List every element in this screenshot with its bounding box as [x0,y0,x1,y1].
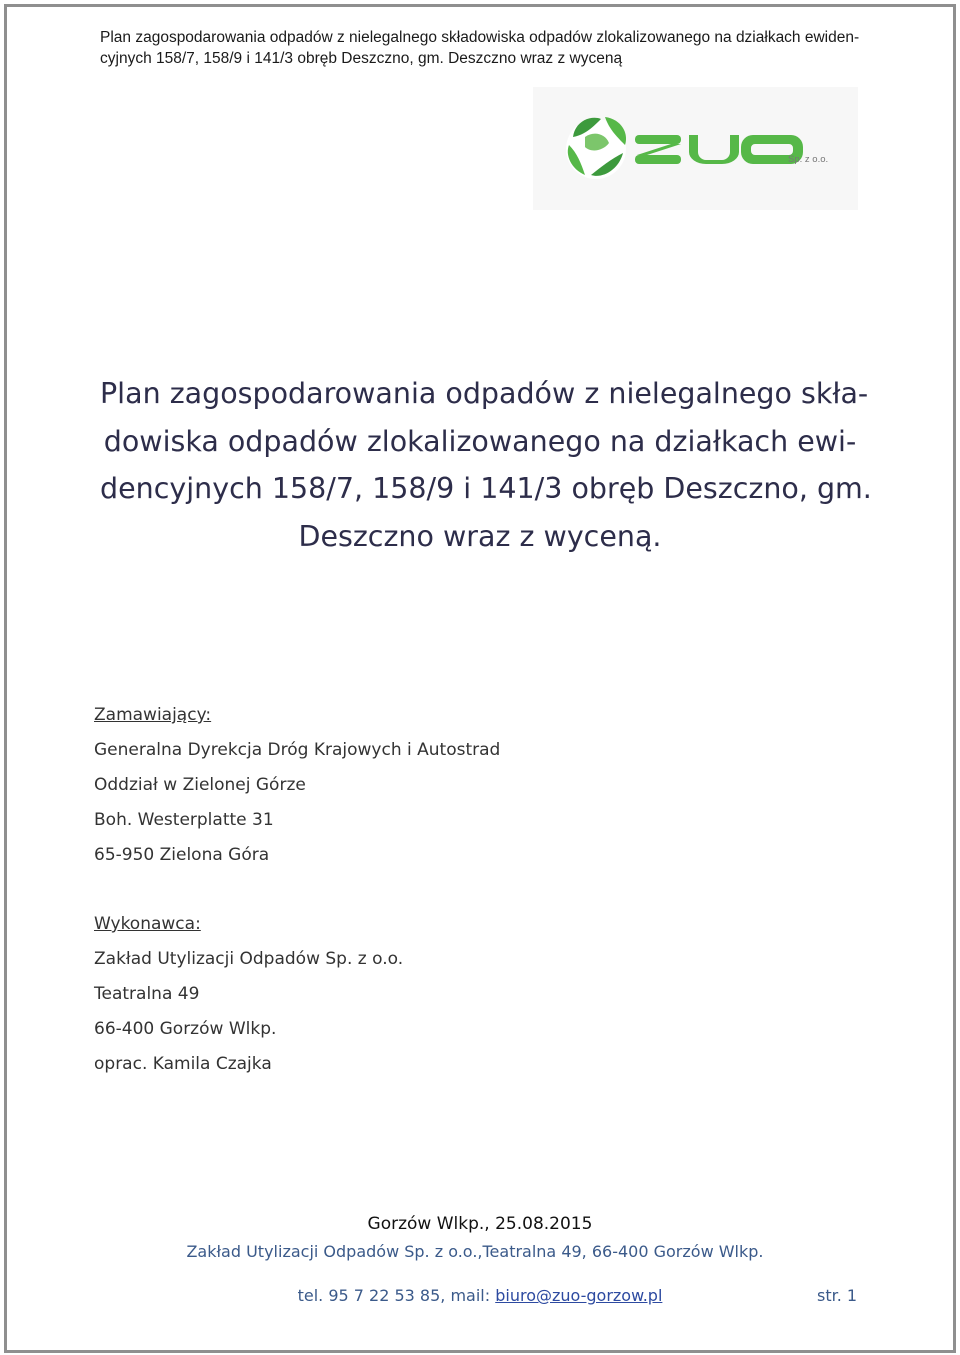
ordering-party-label: Zamawiający: [94,705,212,725]
title-line-2: dowiska odpadów zlokalizowanego na działkach ewi- [103,424,857,458]
footer-email-link[interactable]: biuro@zuo-gorzow.pl [495,1286,663,1305]
contractor-section [94,907,403,1082]
ordering-party-line: Generalna Dyrekcja Dróg Krajowych i Autostrad [94,740,501,760]
ordering-party-section [94,698,500,873]
zuo-logo-graphic [533,87,858,210]
document-title [100,370,872,560]
leaf-emblem-icon [566,117,626,179]
ordering-party-line: 65-950 Zielona Góra [94,845,270,865]
footer-contact-prefix: tel. 95 7 22 53 85, mail: [297,1286,496,1305]
footer-place-date: Gorzów Wlkp., 25.08.2015 [367,1214,593,1234]
title-line-3: dencyjnych 158/7, 158/9 i 141/3 obręb Deszczno, gm. [100,472,872,505]
ordering-party-line: Oddział w Zielonej Górze [94,775,306,795]
title-line-1: Plan zagospodarowania odpadów z nielegalnego skła- [100,377,869,410]
contractor-line: Teatralna 49 [94,984,200,1004]
footer-company-line: Zakład Utylizacji Odpadów Sp. z o.o.,Teatralna 49, 66-400 Gorzów Wlkp. [186,1242,764,1261]
contractor-line: oprac. Kamila Czajka [94,1054,272,1074]
contractor-line: Zakład Utylizacji Odpadów Sp. z o.o. [94,949,404,969]
contractor-line: 66-400 Gorzów Wlkp. [94,1019,277,1039]
running-header-line-2: cyjnych 158/7, 158/9 i 141/3 obręb Deszczno, gm. Deszczno wraz z wyceną [100,50,623,67]
contractor-label: Wykonawca: [94,914,201,934]
footer-contact-line [0,1286,960,1305]
zuo-letters [635,135,803,164]
running-header-line-1: Plan zagospodarowania odpadów z nielegalnego składowiska odpadów zlokalizowanego na działkach ewiden- [100,29,860,46]
title-line-4: Deszczno wraz z wyceną. [298,519,662,553]
ordering-party-line: Boh. Westerplatte 31 [94,810,274,830]
running-header [100,27,860,69]
logo-suffix: Sp. z o.o. [788,154,829,165]
company-logo [533,87,858,210]
page-number: str. 1 [817,1286,858,1305]
